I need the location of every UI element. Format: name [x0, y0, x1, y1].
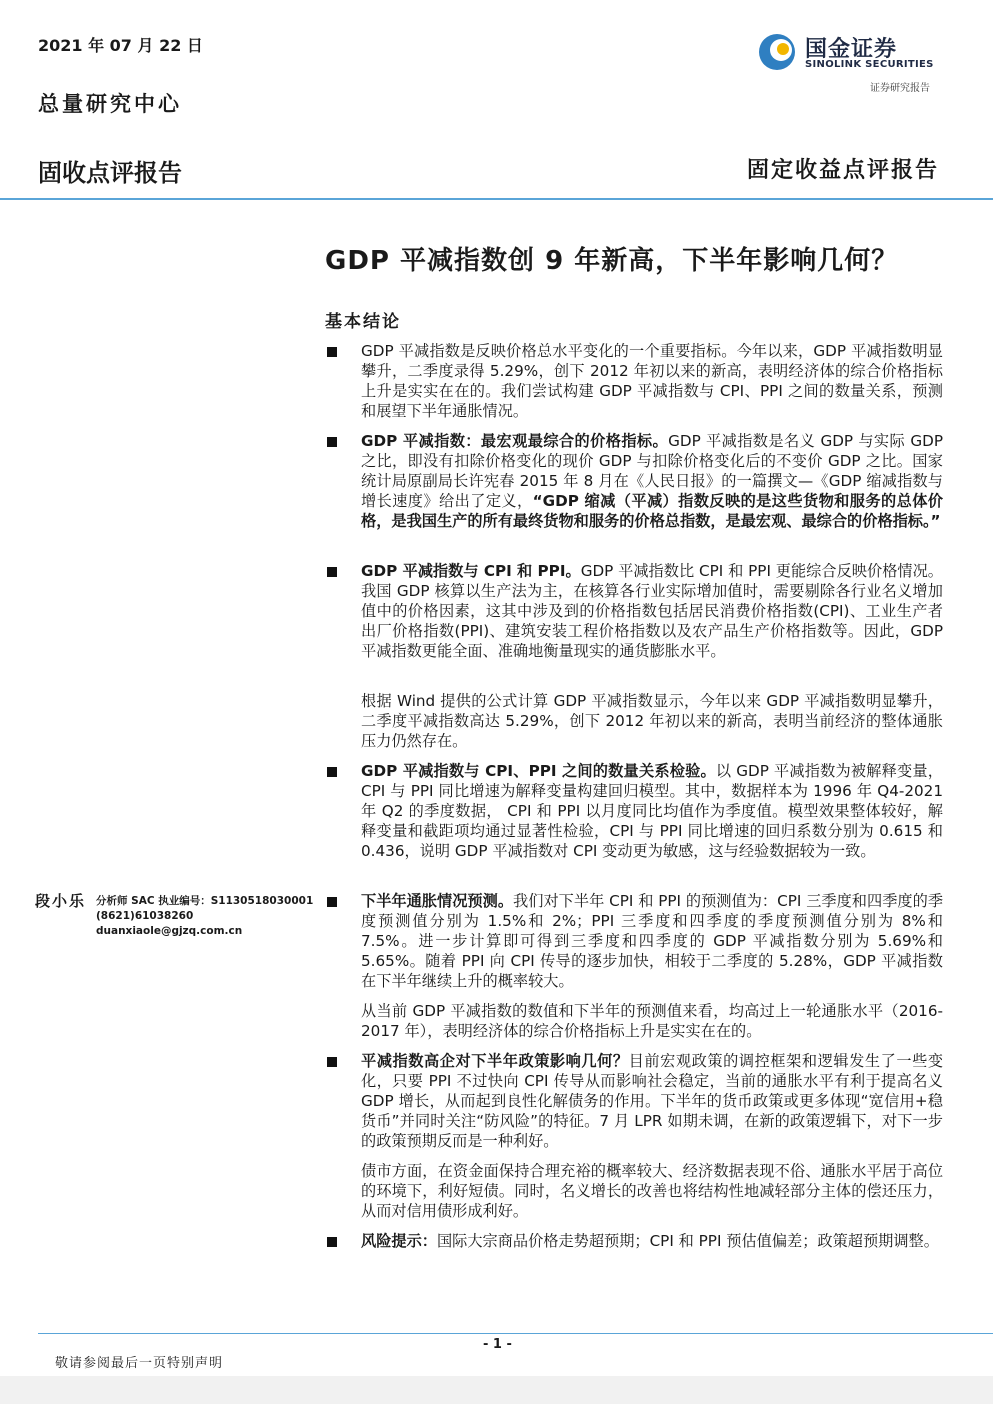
logo-subtitle: 证券研究报告 — [870, 83, 930, 94]
bullet-icon — [327, 897, 337, 907]
analyst-info — [96, 894, 313, 939]
logo-name-cn: 国金证券 — [805, 37, 898, 62]
bottom-band — [0, 1376, 993, 1404]
paragraph — [361, 341, 943, 421]
research-center: 总量研究中心 — [38, 92, 182, 116]
para-text: 目前宏观政策的调控框架和逻辑发生了一些变化，只要 PPI 不过快向 CPI 传导从而影响社会稳定，当前的通胀水平有利于提高名义 GDP 增长，从而起到良性化解债务的作用。下半年的货币政策或更多体现“宽信用+稳货币”并同时关注“防风险”的特征。7 月 LPR 如期未调，在新的政策逻辑下，对下一步的政策预期反而是一种利好。 — [361, 1052, 944, 1150]
logo-name-en: SINOLINK SECURITIES — [805, 59, 934, 70]
header-divider — [0, 198, 993, 200]
para-text: 国际大宗商品价格走势超预期；CPI 和 PPI 预估值偏差；政策超预期调整。 — [436, 1232, 939, 1250]
paragraph — [361, 561, 943, 661]
paragraph — [361, 1001, 943, 1041]
bullet-icon — [327, 347, 337, 357]
paragraph — [361, 761, 943, 861]
paragraph — [361, 891, 943, 991]
paragraph — [361, 1051, 943, 1151]
analyst-email[interactable]: duanxiaole@gjzq.com.cn — [96, 925, 243, 937]
para-lead: GDP 平减指数与 CPI 和 PPI。 — [361, 562, 581, 580]
para-text: 从当前 GDP 平减指数的数值和下半年的预测值来看，均高过上一轮通胀水平（2016-2017 年），表明经济体的综合价格指标上升是实实在在的。 — [361, 1002, 943, 1040]
footer-divider — [38, 1333, 993, 1334]
para-text: 以 GDP 平减指数为被解释变量，CPI 与 PPI 同比增速为解释变量构建回归模型。其中，数据样本为 1996 年 Q4-2021 年 Q2 的季度数据， CPI 和 PPI 以月度同比均值作为季度值。模型效果整体较好，解释变量和截距项均通过显著性检验，CPI 与 PPI 同比增速的回归系数分别为 0.615 和 0.436，说明 GDP 平减指数对 CPI 变动更为敏感，这与经验数据较为一致。 — [361, 762, 943, 860]
bullet-icon — [327, 1237, 337, 1247]
paragraph — [361, 691, 943, 751]
para-text: 根据 Wind 提供的公式计算 GDP 平减指数显示，今年以来 GDP 平减指数明显攀升，二季度平减指数高达 5.29%，创下 2012 年初以来的新高，表明当前经济的整体通胀压力仍然存在。 — [361, 692, 943, 750]
para-text: 我们对下半年 CPI 和 PPI 的预测值为：CPI 三季度和四季度的季度预测值分别为 1.5%和 2%；PPI 三季度和四季度的季度预测值分别为 8%和 7.5%。进一步计算即可得到三季度和四季度的 GDP 平减指数分别为 5.69%和 5.65%。随着 PPI 向 CPI 传导的逐步加快，相较于二季度的 5.28%，GDP 平减指数在下半年继续上升的概率较大。 — [361, 892, 944, 990]
page-number: - 1 - — [483, 1337, 512, 1352]
analyst-name: 段小乐 — [35, 892, 87, 910]
paragraph — [361, 1161, 943, 1221]
para-text: GDP 平减指数是名义 GDP 与实际 GDP 之比，即没有扣除价格变化的现价 GDP 与扣除价格变化后的不变价 GDP 之比。国家统计局原副局长许宪春 2015 年 8 月在《人民日报》的一篇撰文—《GDP 缩减指数与增长速度》给出了定义， — [361, 432, 943, 510]
para-text: GDP 平减指数比 CPI 和 PPI 更能综合反映价格情况。我国 GDP 核算以生产法为主，在核算各行业实际增加值时，需要剔除各行业名义增加值中的价格因素，这其中涉及到的价格指数包括居民消费价格指数(CPI)、工业生产者出厂价格指数(PPI)、建筑安装工程价格指数以及农产品生产价格指数等。因此，GDP 平减指数更能全面、准确地衡量现实的通货膨胀水平。 — [361, 562, 943, 660]
para-text: 债市方面，在资金面保持合理充裕的概率较大、经济数据表现不俗、通胀水平居于高位的环境下，利好短债。同时，名义增长的改善也将结构性地减轻部分主体的偿还压力，从而对信用债形成利好。 — [361, 1162, 943, 1220]
bullet-icon — [327, 437, 337, 447]
para-lead: 风险提示： — [361, 1232, 437, 1250]
para-lead: GDP 平减指数与 CPI、PPI 之间的数量关系检验。 — [361, 762, 716, 780]
footer-disclaimer: 敬请参阅最后一页特别声明 — [55, 1356, 224, 1371]
paragraph — [361, 1231, 943, 1251]
bullet-icon — [327, 767, 337, 777]
para-text: GDP 平减指数是反映价格总水平变化的一个重要指标。今年以来，GDP 平减指数明显攀升，二季度录得 5.29%，创下 2012 年初以来的新高，表明经济体的综合价格指标上升是实实在在的。我们尝试构建 GDP 平减指数与 CPI、PPI 之间的数量关系，预测和展望下半年通胀情况。 — [361, 342, 943, 420]
analyst-phone: (8621)61038260 — [96, 910, 194, 922]
bullet-icon — [327, 567, 337, 577]
paragraph — [361, 431, 943, 531]
report-title: GDP 平减指数创 9 年新高，下半年影响几何？ — [325, 246, 899, 276]
para-lead: 平减指数高企对下半年政策影响几何？ — [361, 1052, 629, 1070]
logo-mark-icon — [757, 32, 797, 72]
bullet-icon — [327, 1057, 337, 1067]
report-type-right: 固定收益点评报告 — [746, 158, 939, 183]
para-lead: GDP 平减指数：最宏观最综合的价格指标。 — [361, 432, 669, 450]
section-heading: 基本结论 — [325, 312, 401, 332]
para-lead: 下半年通胀情况预测。 — [361, 892, 514, 910]
report-date: 2021 年 07 月 22 日 — [38, 36, 203, 55]
analyst-cert: 分析师 SAC 执业编号：S1130518030001 — [96, 895, 314, 907]
para-quote: “GDP 缩减（平减）指数反映的是这些货物和服务的总体价格，是我国生产的所有最终货物和服务的价格总指数，是最宏观、最综合的价格指标。” — [361, 492, 943, 530]
report-type-left: 固收点评报告 — [38, 159, 182, 187]
company-logo — [757, 32, 943, 74]
